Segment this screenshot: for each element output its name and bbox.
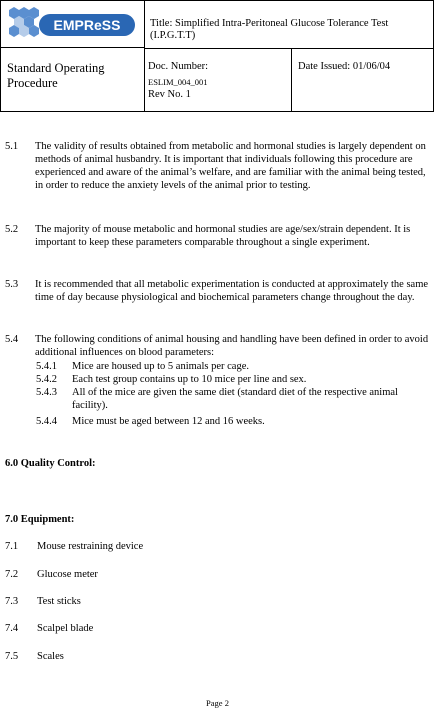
equipment-number: 7.3 [5, 596, 19, 607]
subitem-text: All of the mice are given the same diet (standard diet of the respective animal facility). [72, 387, 398, 411]
subitem-text: Mice are housed up to 5 animals per cage. [72, 361, 249, 372]
paragraph-number: 5.3 [5, 279, 19, 290]
paragraph-number: 5.2 [5, 224, 19, 235]
subitem-number: 5.4.2 [36, 374, 57, 385]
doc-id: ESLIM_004_001 [148, 77, 208, 87]
section-heading-quality-control: 6.0 Quality Control: [5, 458, 96, 469]
document-title: Title: Simplified Intra-Peritoneal Glucose Tolerance Test (I.P.G.T.T) [144, 0, 434, 49]
sop-label: Standard Operating Procedure [0, 47, 145, 112]
paragraph-5-1 [5, 140, 430, 192]
equipment-number: 7.2 [5, 569, 19, 580]
equipment-text: Mouse restraining device [37, 541, 144, 552]
subitem-number: 5.4.4 [36, 416, 57, 427]
paragraph-5-4 [5, 333, 430, 359]
paragraph-text: The following conditions of animal housing and handling have been defined in order to avoid additional influences on blood parameters: [35, 334, 429, 358]
subitem-text: Each test group contains up to 10 mice per line and sex. [72, 374, 307, 385]
paragraph-text: The majority of mouse metabolic and hormonal studies are age/sex/strain dependent. It is important to keep these parameters comparable throughout a single experiment. [35, 224, 411, 248]
equipment-text: Glucose meter [37, 569, 98, 580]
doc-number-label: Doc. Number: [148, 61, 209, 72]
document-header [0, 0, 434, 112]
paragraph-number: 5.4 [5, 334, 19, 345]
subitem-5-4-3 [36, 386, 426, 412]
paragraph-number: 5.1 [5, 141, 19, 152]
equipment-number: 7.1 [5, 541, 19, 552]
logo-text: EMPReSS [53, 17, 121, 33]
equipment-text: Test sticks [37, 596, 81, 607]
subitem-5-4-1 [36, 360, 426, 373]
revision-number: Rev No. 1 [148, 89, 191, 100]
section-heading-equipment: 7.0 Equipment: [5, 514, 75, 525]
equipment-number: 7.4 [5, 623, 19, 634]
paragraph-5-3 [5, 278, 430, 304]
equipment-text: Scalpel blade [37, 623, 94, 634]
equipment-text: Scales [37, 651, 64, 662]
equipment-number: 7.5 [5, 651, 19, 662]
subitem-text: Mice must be aged between 12 and 16 weeks. [72, 416, 265, 427]
page-number: Page 2 [206, 698, 229, 708]
subitem-number: 5.4.3 [36, 387, 57, 398]
subitem-5-4-2 [36, 373, 426, 386]
paragraph-text: The validity of results obtained from metabolic and hormonal studies is largely dependent on methods of animal husbandry. It is important that individuals following this procedure are experienced and aware of the animal’s welfare, and are familiar with the animal being tested, in order to reduce the anxiety levels of the animal prior to testing. [35, 141, 426, 191]
paragraph-text: It is recommended that all metabolic experimentation is conducted at approximately the same time of day because physiological and biochemical parameters change throughout the day. [35, 279, 429, 303]
empress-logo-graphic [1, 1, 146, 48]
logo-cell [0, 0, 145, 48]
subitem-number: 5.4.1 [36, 361, 57, 372]
doc-number-cell [144, 48, 292, 112]
subitem-5-4-4 [36, 415, 426, 428]
date-issued: Date Issued: 01/06/04 [291, 48, 434, 112]
paragraph-5-2 [5, 223, 430, 249]
empress-logo [1, 1, 146, 48]
